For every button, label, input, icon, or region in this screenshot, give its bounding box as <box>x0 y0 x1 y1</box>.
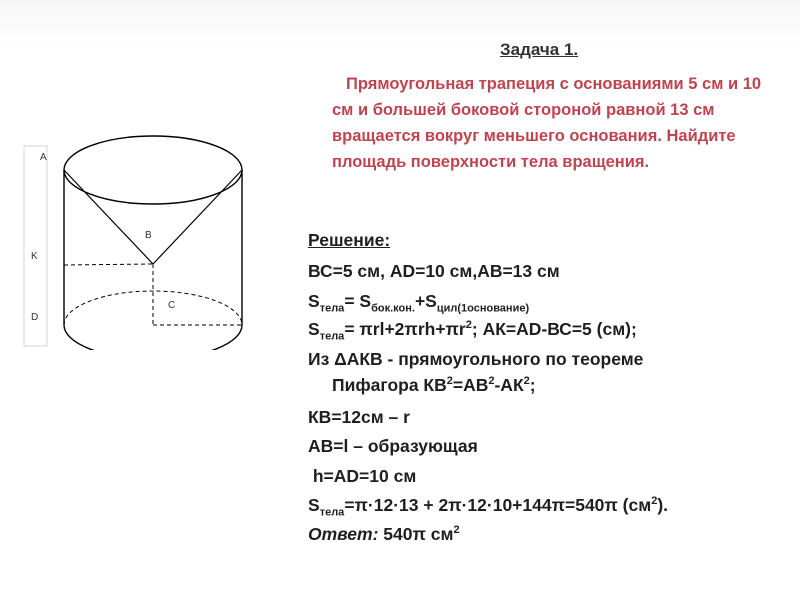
label-c: C <box>168 300 176 311</box>
cylinder-bottom-front <box>64 325 242 350</box>
solution-line-pythagoras: Пифагора $КВ^2=АВ^2-АК^2$; <box>332 375 536 395</box>
segment-kb <box>64 264 153 265</box>
answer-label: Ответ: <box>308 524 379 544</box>
label-a: A <box>40 152 47 163</box>
label-k: K <box>31 251 38 262</box>
solution-line-triangle: Из ΔАКВ - прямоугольного по теореме <box>308 349 644 369</box>
solution-line-computation: $S_{тела}=\pi\cdot 12\cdot 13 + 2\pi\cdot 12\cdot 10+144\pi=540\pi$ $(см^2)$. <box>308 495 669 519</box>
solution-line-ab: АВ=l – образующая <box>308 436 478 456</box>
task-title: Задача 1. <box>500 40 579 59</box>
solution-line-given: ВС=5 см, AD=10 см,АВ=13 см <box>308 261 560 281</box>
cone-left-generator <box>64 170 153 264</box>
cylinder-top-base <box>64 136 242 204</box>
solution-line-answer: Ответ: 540π $см^2$ <box>308 524 460 544</box>
solution-line-expanded: $S_{тела}= \pi rl+2\pi rh+\pi r^2$; АК=AD-ВС=5 (см); <box>308 319 637 343</box>
solution-heading: Решение: <box>308 230 391 250</box>
solution-line-formula: $S_{тела}= S_{бок.кон.}+S_{цил(1основание)}$ <box>308 291 530 315</box>
cylinder-diagram <box>22 120 262 350</box>
label-d: D <box>31 312 39 323</box>
solution-line-h: h=AD=10 см <box>308 466 417 486</box>
cone-right-generator <box>153 170 242 264</box>
task-text: Прямоугольная трапеция с основаниями 5 см и 10 см и большей боковой стороной равной 13 см вращается вокруг меньшего основания. Найдите площадь поверхности тела вращения. <box>332 75 762 171</box>
solution-line-kb: КВ=12см – r <box>308 407 410 427</box>
label-b: B <box>145 230 152 241</box>
